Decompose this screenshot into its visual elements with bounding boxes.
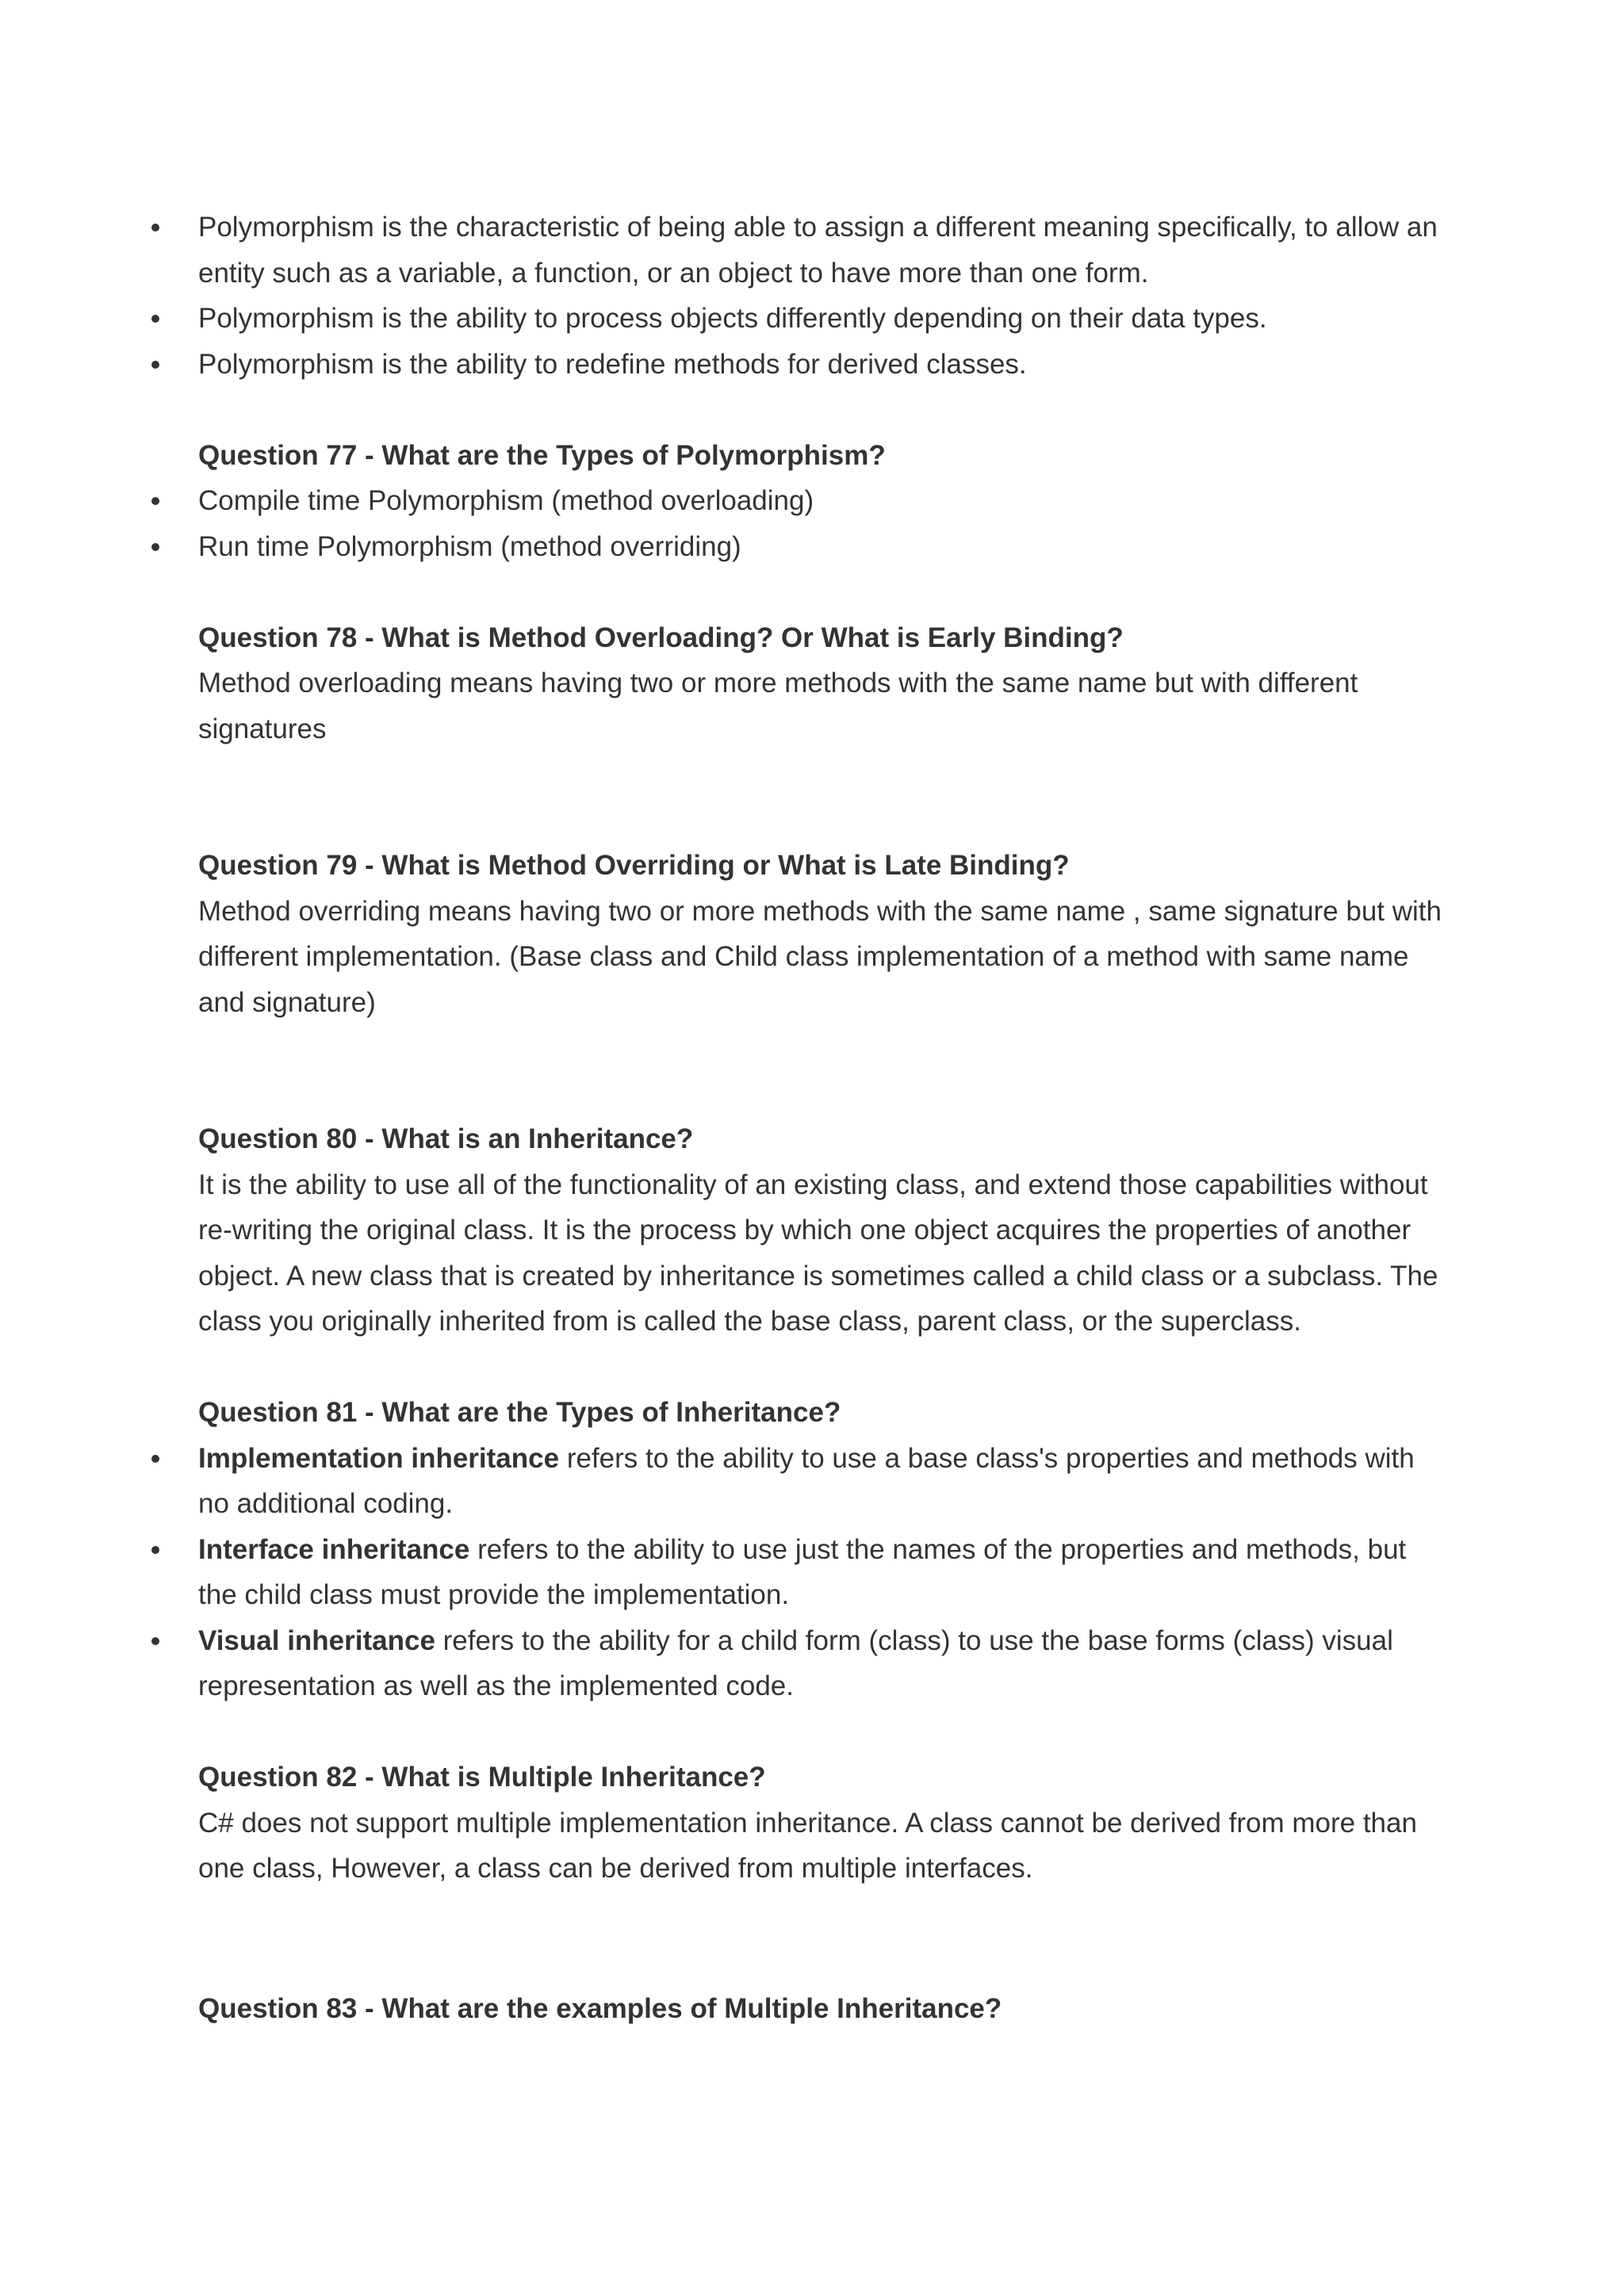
question-78-answer: Method overloading means having two or more methods with the same name but with different signatures bbox=[198, 668, 1358, 744]
question-80-heading: Question 80 - What is an Inheritance? bbox=[198, 1123, 694, 1154]
question-78-heading: Question 78 - What is Method Overloading? Or What is Early Binding? bbox=[198, 622, 1124, 653]
question-79-answer: Method overriding means having two or more methods with the same name , same signature but with different implementation. (Base class and Child class implementation of a method with same name and signature) bbox=[198, 895, 1442, 1018]
question-79-section bbox=[198, 843, 1451, 1025]
question-82-section bbox=[198, 1755, 1451, 1892]
question-82-answer: C# does not support multiple implementation inheritance. A class cannot be derived from more than one class, However, a class can be derived from multiple interfaces. bbox=[198, 1807, 1417, 1884]
list-item bbox=[198, 1618, 1451, 1709]
polymorphism-types-list bbox=[198, 478, 1451, 569]
term-description: refers to the ability to use just the names of the properties and methods, but the child class must provide the implementation. bbox=[198, 1533, 1407, 1610]
list-item bbox=[198, 1436, 1451, 1527]
document-content bbox=[198, 205, 1451, 2031]
term-label: Implementation inheritance bbox=[198, 1442, 560, 1474]
question-77-heading: Question 77 - What are the Types of Polymorphism? bbox=[198, 439, 886, 471]
question-82-heading: Question 82 - What is Multiple Inheritance? bbox=[198, 1762, 766, 1793]
term-description: refers to the ability to use a base class's properties and methods with no additional coding. bbox=[198, 1442, 1415, 1519]
list-item: Polymorphism is the ability to redefine methods for derived classes. bbox=[198, 342, 1451, 388]
inheritance-types-list bbox=[198, 1436, 1451, 1709]
question-78-section bbox=[198, 615, 1451, 752]
list-item: Compile time Polymorphism (method overloading) bbox=[198, 478, 1451, 524]
term-label: Visual inheritance bbox=[198, 1624, 435, 1656]
question-80-section bbox=[198, 1116, 1451, 1345]
question-81-section bbox=[198, 1390, 1451, 1709]
question-83-section bbox=[198, 1986, 1451, 2032]
list-item: Polymorphism is the ability to process objects differently depending on their data types. bbox=[198, 296, 1451, 342]
term-description: refers to the ability for a child form (class) to use the base forms (class) visual representation as well as the implemented code. bbox=[198, 1624, 1393, 1701]
polymorphism-definition-list bbox=[198, 205, 1451, 387]
question-80-answer: It is the ability to use all of the functionality of an existing class, and extend those capabilities without re-writing the original class. It is the process by which one object acquires the properties of another object. A new class that is created by inheritance is sometimes called a child class or a subclass. The class you originally inherited from is called the base class, parent class, or the superclass. bbox=[198, 1169, 1438, 1337]
list-item: Run time Polymorphism (method overriding) bbox=[198, 524, 1451, 570]
question-83-heading: Question 83 - What are the examples of Multiple Inheritance? bbox=[198, 1992, 1002, 2024]
list-item bbox=[198, 1527, 1451, 1618]
question-77-section bbox=[198, 433, 1451, 570]
question-81-heading: Question 81 - What are the Types of Inheritance? bbox=[198, 1397, 841, 1428]
term-label: Interface inheritance bbox=[198, 1533, 470, 1565]
list-item: Polymorphism is the characteristic of being able to assign a different meaning specifically, to allow an entity such as a variable, a function, or an object to have more than one form. bbox=[198, 205, 1451, 296]
question-79-heading: Question 79 - What is Method Overriding or What is Late Binding? bbox=[198, 850, 1070, 881]
